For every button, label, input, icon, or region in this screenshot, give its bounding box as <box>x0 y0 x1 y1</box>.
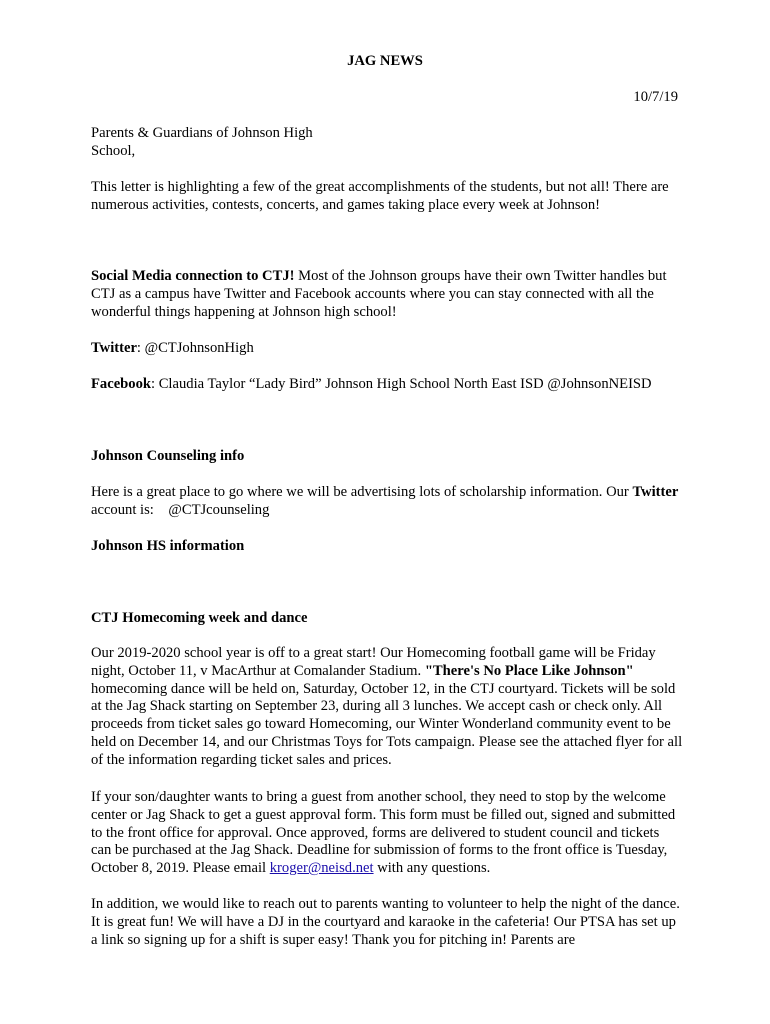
twitter-line <box>91 340 691 358</box>
facebook-handle: : Claudia Taylor “Lady Bird” Johnson High School North East ISD @JohnsonNEISD <box>151 376 652 392</box>
counseling-twitter-label: Twitter <box>632 484 679 500</box>
homecoming-paragraph-2 <box>91 789 683 878</box>
kroger-email-link[interactable]: kroger@neisd.net <box>269 860 374 877</box>
letter-date: 10/7/19 <box>633 89 678 105</box>
homecoming-p2-text-a: If your son/daughter wants to bring a guest from another school, they need to stop by the welcome center or Jag Shack to get a guest approval form. This form must be filled out, signed and submitted to the front office for approval. Once approved, forms are delivered to student council and tickets can be purchased at the Jag Shack. Deadline for submission of forms to the front office is Tuesday, October 8, 2019. Please email <box>91 789 676 877</box>
homecoming-paragraph-3: In addition, we would like to reach out to parents wanting to volunteer to help the night of the dance. It is great fun! We will have a DJ in the courtyard and karaoke in the cafeteria! Our PTSA has set up a link so signing up for a shift is super easy! Thank you for pitching in! Parents are <box>91 896 680 948</box>
greeting-line-1: Parents & Guardians of Johnson High <box>91 125 313 141</box>
greeting <box>91 125 351 161</box>
homecoming-heading <box>91 610 691 628</box>
homecoming-dance-theme: "There's No Place Like Johnson" <box>424 662 634 679</box>
social-media-heading: Social Media connection to CTJ! <box>91 268 295 284</box>
twitter-handle: : @CTJohnsonHigh <box>136 340 254 356</box>
hs-info-heading <box>91 538 691 556</box>
homecoming-p1-text-b: homecoming dance will be held on, Saturday, October 12, in the CTJ courtyard. Tickets will be sold at the Jag Shack starting on September 23, during all 3 lunches. We accept cash or check only. All proceeds from ticket sales go toward Homecoming, our Winter Wonderland community event to be held on December 14, and our Christmas Toys for Tots campaign. Please see the attached flyer for all of the information regarding ticket sales and prices. <box>91 680 683 768</box>
homecoming-heading-text: CTJ Homecoming week and dance <box>91 610 308 626</box>
social-media-text: Most of the Johnson groups have their own Twitter handles but CTJ as a campus have Twitter and Facebook accounts where you can stay connected with all the wonderful things happening at Johnson high school! <box>91 268 667 320</box>
twitter-label: Twitter <box>91 340 137 356</box>
counseling-heading-text: Johnson Counseling info <box>91 448 245 464</box>
counseling-text-2: account is: @CTJcounseling <box>91 501 270 518</box>
newsletter-title: JAG NEWS <box>347 53 423 69</box>
social-media-paragraph <box>91 268 691 321</box>
intro-paragraph: This letter is highlighting a few of the great accomplishments of the students, but not all! There are numerous activities, contests, concerts, and games taking place every week at Johnson! <box>91 179 669 213</box>
facebook-label: Facebook <box>91 376 151 392</box>
greeting-line-2: School, <box>91 142 136 159</box>
hs-info-heading-text: Johnson HS information <box>91 538 245 554</box>
homecoming-p2-text-b: with any questions. <box>373 860 491 877</box>
homecoming-p1-text-a: Our 2019-2020 school year is off to a great start! Our Homecoming football game will be Friday night, October 11, v MacArthur at Comalander Stadium. <box>91 645 656 679</box>
counseling-heading <box>91 448 691 466</box>
counseling-text-1: Here is a great place to go where we will be advertising lots of scholarship information. Our <box>91 484 633 500</box>
homecoming-paragraph-1 <box>91 645 683 770</box>
facebook-line <box>91 376 731 394</box>
counseling-paragraph <box>91 484 691 520</box>
